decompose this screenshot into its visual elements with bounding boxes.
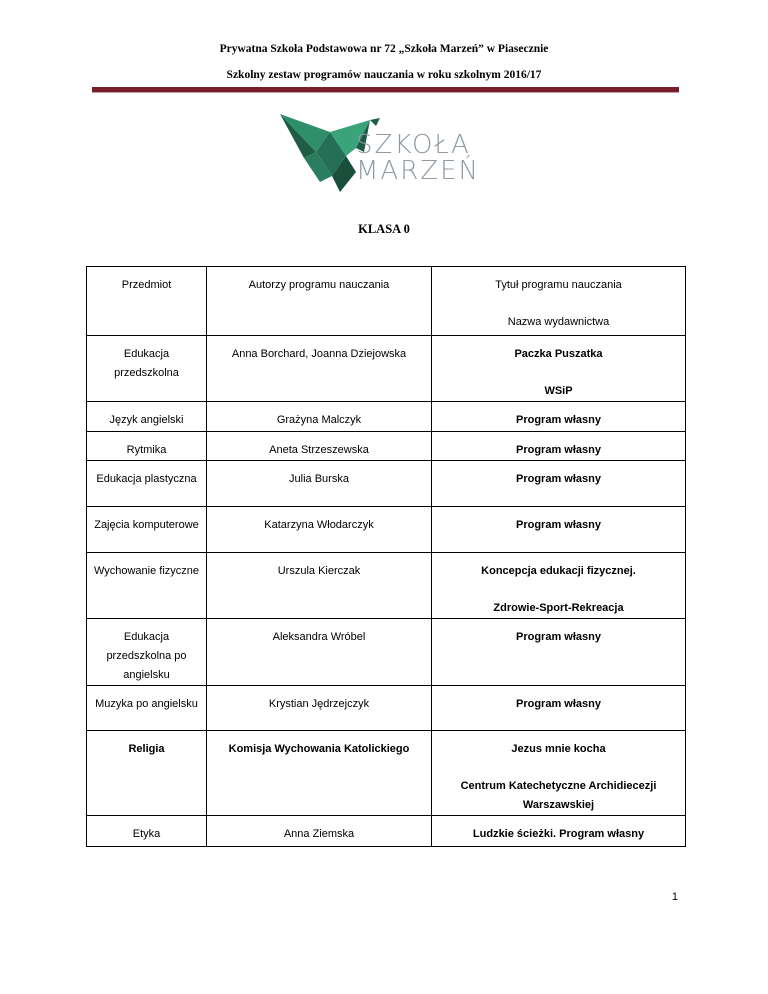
- subject-cell: [87, 731, 207, 816]
- authors-text: Julia Burska: [289, 473, 349, 485]
- title-text: Paczka Puszatka: [514, 348, 603, 360]
- header-publisher-label: Nazwa wydawnictwa: [507, 316, 610, 328]
- subject-text: Edukacja przedszkolna: [114, 348, 179, 379]
- school-name: Prywatna Szkoła Podstawowa nr 72 „Szkoła Marzeń” w Piasecznie: [219, 43, 549, 55]
- title-text: Jezus mnie kocha: [511, 743, 606, 755]
- title-cell: [432, 507, 686, 553]
- title-cell: [432, 686, 686, 731]
- page-number: 1: [671, 891, 678, 903]
- subject-cell: [87, 553, 207, 619]
- subject-cell: [87, 507, 207, 553]
- table-row: [87, 731, 686, 816]
- authors-text: Aneta Strzeszewska: [269, 444, 369, 456]
- authors-cell: [207, 507, 432, 553]
- authors-text: Grażyna Malczyk: [276, 414, 362, 426]
- authors-cell: [207, 816, 432, 847]
- table-row: [87, 507, 686, 553]
- title-text: Program własny: [516, 473, 601, 485]
- subject-text: Wychowanie fizyczne: [93, 565, 200, 577]
- authors-text: Krystian Jędrzejczyk: [268, 698, 370, 710]
- authors-text: Komisja Wychowania Katolickiego: [228, 743, 410, 755]
- authors-text: Anna Ziemska: [283, 828, 355, 840]
- title-text: Ludzkie ścieżki. Program własny: [472, 828, 645, 840]
- table-row: [87, 402, 686, 432]
- title-cell: [432, 553, 686, 619]
- authors-text: Urszula Kierczak: [277, 565, 361, 577]
- title-cell: [432, 336, 686, 402]
- table-row: [87, 686, 686, 731]
- title-cell: [432, 402, 686, 432]
- table-row: [87, 461, 686, 507]
- class-title: KLASA 0: [358, 222, 410, 236]
- table-row: [87, 336, 686, 402]
- subject-text: Zajęcia komputerowe: [94, 519, 199, 531]
- table-row: [87, 619, 686, 686]
- subject-cell: [87, 461, 207, 507]
- authors-text: Aleksandra Wróbel: [272, 631, 366, 643]
- subject-text: Religia: [128, 743, 165, 755]
- subject-text: Edukacja plastyczna: [96, 473, 197, 485]
- header-subject: [87, 267, 207, 336]
- header-authors: [207, 267, 432, 336]
- subject-cell: [87, 402, 207, 432]
- header-rule: [92, 87, 679, 93]
- publisher-text: Zdrowie-Sport-Rekreacja: [493, 602, 624, 614]
- table-row: [87, 816, 686, 847]
- header-authors-label: Autorzy programu nauczania: [248, 279, 390, 291]
- subject-cell: [87, 432, 207, 461]
- title-cell: [432, 619, 686, 686]
- header-subject-label: Przedmiot: [121, 279, 172, 291]
- table-row: [87, 553, 686, 619]
- title-text: Program własny: [516, 444, 601, 456]
- publisher-text: WSiP: [544, 385, 573, 397]
- authors-cell: [207, 619, 432, 686]
- subject-cell: [87, 619, 207, 686]
- title-text: Koncepcja edukacji fizycznej.: [481, 565, 636, 577]
- authors-cell: [207, 336, 432, 402]
- logo-wordmark: [356, 132, 480, 184]
- title-cell: [432, 816, 686, 847]
- authors-cell: [207, 402, 432, 432]
- document-subtitle: Szkolny zestaw programów nauczania w roku szkolnym 2016/17: [226, 69, 542, 81]
- title-cell: [432, 432, 686, 461]
- title-cell: [432, 461, 686, 507]
- title-text: Program własny: [516, 631, 601, 643]
- subject-cell: [87, 686, 207, 731]
- publisher-text: Centrum Katechetyczne Archidiecezji Warszawskiej: [460, 780, 657, 811]
- authors-cell: [207, 432, 432, 461]
- authors-cell: [207, 686, 432, 731]
- logo-line2: MARZEŃ: [356, 156, 480, 186]
- logo-line1: SZKOŁA: [356, 130, 471, 160]
- authors-text: Katarzyna Włodarczyk: [264, 519, 374, 531]
- authors-cell: [207, 553, 432, 619]
- header-title-label: Tytuł programu nauczania: [495, 279, 622, 291]
- title-cell: [432, 731, 686, 816]
- subject-cell: [87, 336, 207, 402]
- header-title: [432, 267, 686, 336]
- subject-text: Rytmika: [126, 444, 167, 456]
- authors-cell: [207, 731, 432, 816]
- table-row: [87, 432, 686, 461]
- table-header-row: [87, 267, 686, 336]
- title-text: Program własny: [516, 698, 601, 710]
- title-text: Program własny: [516, 519, 601, 531]
- authors-cell: [207, 461, 432, 507]
- title-text: Program własny: [516, 414, 601, 426]
- subject-text: Etyka: [132, 828, 161, 840]
- subject-text: Język angielski: [109, 414, 184, 426]
- subject-text: Muzyka po angielsku: [95, 698, 198, 710]
- curriculum-table: [86, 266, 686, 847]
- authors-text: Anna Borchard, Joanna Dziejowska: [231, 348, 407, 360]
- subject-cell: [87, 816, 207, 847]
- subject-text: Edukacja przedszkolna po angielsku: [106, 631, 187, 681]
